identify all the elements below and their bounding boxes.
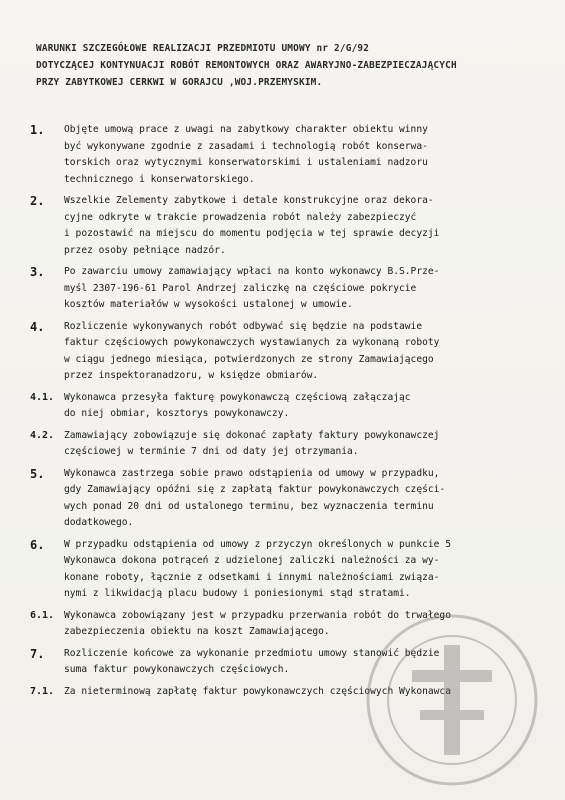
text-line: w ciągu jednego miesiąca, potwierdzonych ze strony Zamawiającego	[64, 353, 434, 365]
item-text	[64, 390, 550, 423]
text-line: dodatkowego.	[64, 517, 134, 528]
item-text	[64, 319, 550, 385]
text-line: torskich oraz wytycznymi konserwatorskimi i ustaleniami nadzoru	[64, 157, 428, 168]
text-line: Wykonawca zastrzega sobie prawo odstąpienia od umowy w przypadku,	[64, 467, 440, 479]
museum-stamp-watermark	[362, 610, 542, 790]
text-line: technicznego i konserwatorskiego.	[64, 173, 255, 185]
text-line: Za nieterminową zapłatę faktur powykonawczych częściowych Wykonawca	[64, 685, 451, 697]
text-line: Objęte umową prace z uwagi na zabytkowy charakter obiektu winny	[64, 124, 428, 135]
text-line: przez inspektoranadzoru, w księdze obmiarów.	[64, 370, 319, 381]
text-line: konane roboty, łącznie z odsetkami i innymi należnościami związa-	[64, 571, 440, 583]
text-line: W przypadku odstąpienia od umowy z przyczyn określonych w punkcie 5	[64, 538, 451, 550]
item-text	[64, 428, 550, 461]
text-line: Rozliczenie końcowe za wykonanie przedmiotu umowy stanowić będzie	[64, 647, 440, 659]
item-number: 3.	[30, 265, 45, 279]
item-number: 4.1.	[30, 391, 55, 403]
item-number: 6.1.	[30, 609, 55, 621]
text-line: Po zawarciu umowy zamawiający wpłaci na konto wykonawcy B.S.Prze-	[64, 266, 440, 277]
text-line: do niej obmiar, kosztorys powykonawczy.	[64, 408, 290, 419]
text-line: Wykonawca przesyła fakturę powykonawczą częściową załączając	[64, 391, 411, 403]
text-line: częściowej w terminie 7 dni od daty jej otrzymania.	[64, 446, 359, 457]
list-item	[30, 428, 550, 461]
item-number: 5.	[30, 466, 45, 481]
item-number: 2.	[30, 194, 45, 208]
text-line: suma faktur powykonawczych częściowych.	[64, 664, 290, 675]
header-line-1: WARUNKI SZCZEGÓŁOWE REALIZACJI PRZEDMIOTU UMOWY nr 2/G/92	[36, 43, 370, 54]
text-line: gdy Zamawiający opóźni się z zapłatą faktur powykonawczych części-	[64, 484, 446, 495]
text-line: Rozliczenie wykonywanych robót odbywać się będzie na podstawie	[64, 320, 423, 332]
text-line: cyjne odkryte w trakcie prowadzenia robót należy zabezpieczyć	[64, 211, 417, 223]
text-line: Wykonawca dokona potrąceń z udzielonej zaliczki należności za wy-	[64, 555, 440, 566]
text-line: być wykonywane zgodnie z zasadami i technologią robót konserwa-	[64, 140, 428, 152]
item-text	[64, 466, 550, 532]
list-item	[30, 319, 550, 385]
list-item	[30, 264, 550, 314]
list-item	[30, 537, 550, 603]
text-line: Zamawiający zobowiązuje się dokonać zapłaty faktury powykonawczej	[64, 429, 440, 441]
text-line: zabezpieczenia obiektu na koszt Zamawiającego.	[64, 626, 330, 637]
text-line: myśl 2307-196-61 Parol Andrzej zaliczkę na częściowe pokrycie	[64, 282, 417, 294]
list-item	[30, 193, 550, 259]
item-text	[64, 193, 550, 259]
text-line: przez osoby pełniące nadzór.	[64, 244, 226, 256]
item-text	[64, 537, 550, 603]
header-line-2: DOTYCZĄCEJ KONTYNUACJI ROBÓT REMONTOWYCH ORAZ AWARYJNO-ZABEZPIECZAJĄCYCH	[36, 60, 457, 71]
list-item	[30, 466, 550, 532]
text-line: kosztów materiałów w wysokości ustalonej w umowie.	[64, 299, 353, 310]
text-line: nymi z likwidacją placu budowy i poniesionymi stąd stratami.	[64, 588, 411, 599]
header-line-3: PRZY ZABYTKOWEJ CERKWI W GORAJCU ,WOJ.PRZEMYSKIM.	[36, 77, 323, 88]
item-text	[64, 264, 550, 314]
item-text	[64, 122, 550, 188]
item-number: 7.	[30, 646, 45, 661]
text-line: Wszelkie Zelementy zabytkowe i detale konstrukcyjne oraz dekora-	[64, 195, 434, 206]
item-number: 4.	[30, 319, 45, 334]
text-line: Wykonawca zobowiązany jest w przypadku przerwania robót do trwałego	[64, 609, 451, 621]
list-item	[30, 390, 550, 423]
item-number: 1.	[30, 123, 45, 137]
text-line: faktur częściowych powykonawczych wystawianych za wykonaną roboty	[64, 337, 440, 348]
document-header	[36, 40, 551, 91]
text-line: i pozostawić na miejscu do momentu podjęcia w tej sprawie decyzji	[64, 228, 440, 239]
item-number: 6.	[30, 537, 45, 552]
item-number: 7.1.	[30, 685, 55, 697]
list-item	[30, 122, 550, 188]
text-line: wych ponad 20 dni od ustalonego terminu, bez wyznaczenia terminu	[64, 500, 434, 512]
item-number: 4.2.	[30, 429, 55, 441]
